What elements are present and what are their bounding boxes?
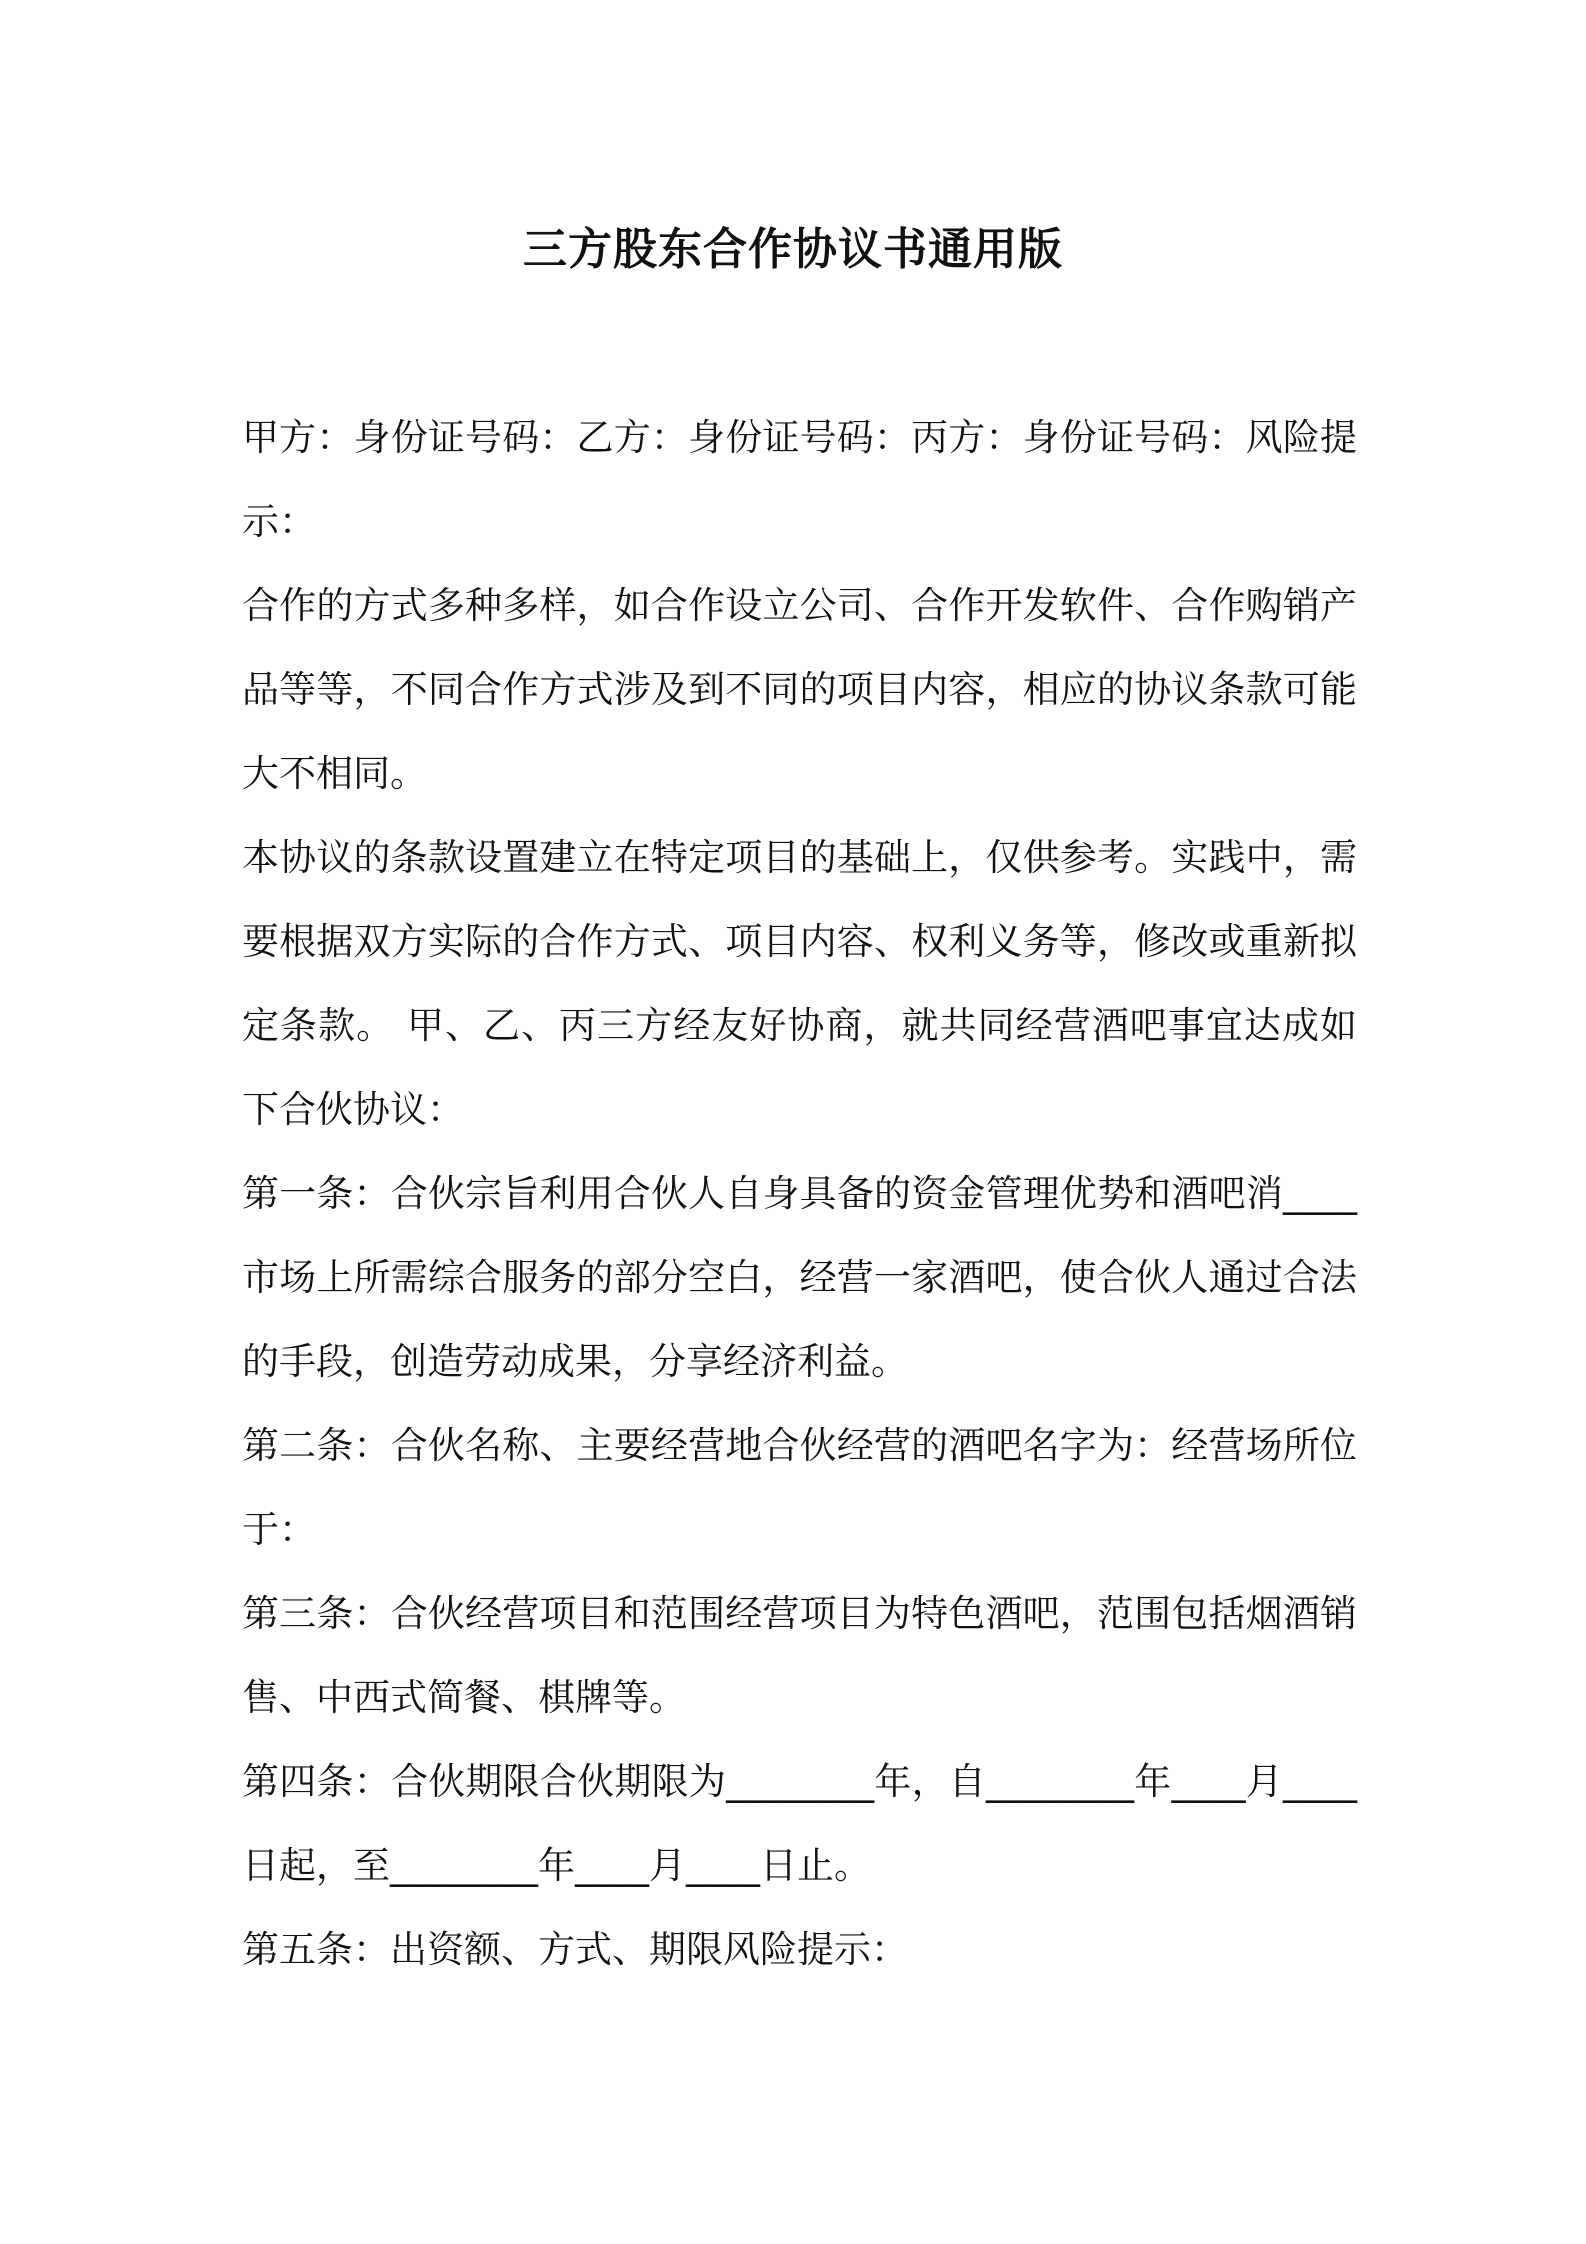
article-2-name-location: 第二条：合伙名称、主要经营地合伙经营的酒吧名字为：经营场所位于： — [242, 1424, 1357, 1551]
article-3-business-scope: 第三条：合伙经营项目和范围经营项目为特色酒吧，范围包括烟酒销售、中西式简餐、棋牌等。 — [242, 1592, 1357, 1719]
paragraph-preamble: 本协议的条款设置建立在特定项目的基础上，仅供参考。实践中，需要根据双方实际的合作方式、项目内容、权利义务等，修改或重新拟定条款。 甲、乙、丙三方经友好协商，就共同经营酒吧事宜达成如下合伙协议： — [242, 836, 1357, 1131]
article-1-purpose: 第一条：合伙宗旨利用合伙人自身具备的资金管理优势和酒吧消____市场上所需综合服务的部分空白，经营一家酒吧，使合伙人通过合法的手段，创造劳动成果，分享经济利益。 — [242, 1172, 1357, 1383]
paragraph-cooperation-methods: 合作的方式多种多样，如合作设立公司、合作开发软件、合作购销产品等等，不同合作方式涉及到不同的项目内容，相应的协议条款可能大不相同。 — [242, 584, 1357, 795]
document-title: 三方股东合作协议书通用版 — [523, 224, 1063, 275]
article-5-capital: 第五条：出资额、方式、期限风险提示： — [242, 1928, 908, 1971]
article-4-term: 第四条：合伙期限合伙期限为________年，自________年____月____日起，至________年____月____日止。 — [242, 1760, 1357, 1887]
paragraph-parties: 甲方：身份证号码：乙方：身份证号码：丙方：身份证号码：风险提示： — [242, 416, 1357, 543]
document-body — [242, 396, 1357, 1992]
